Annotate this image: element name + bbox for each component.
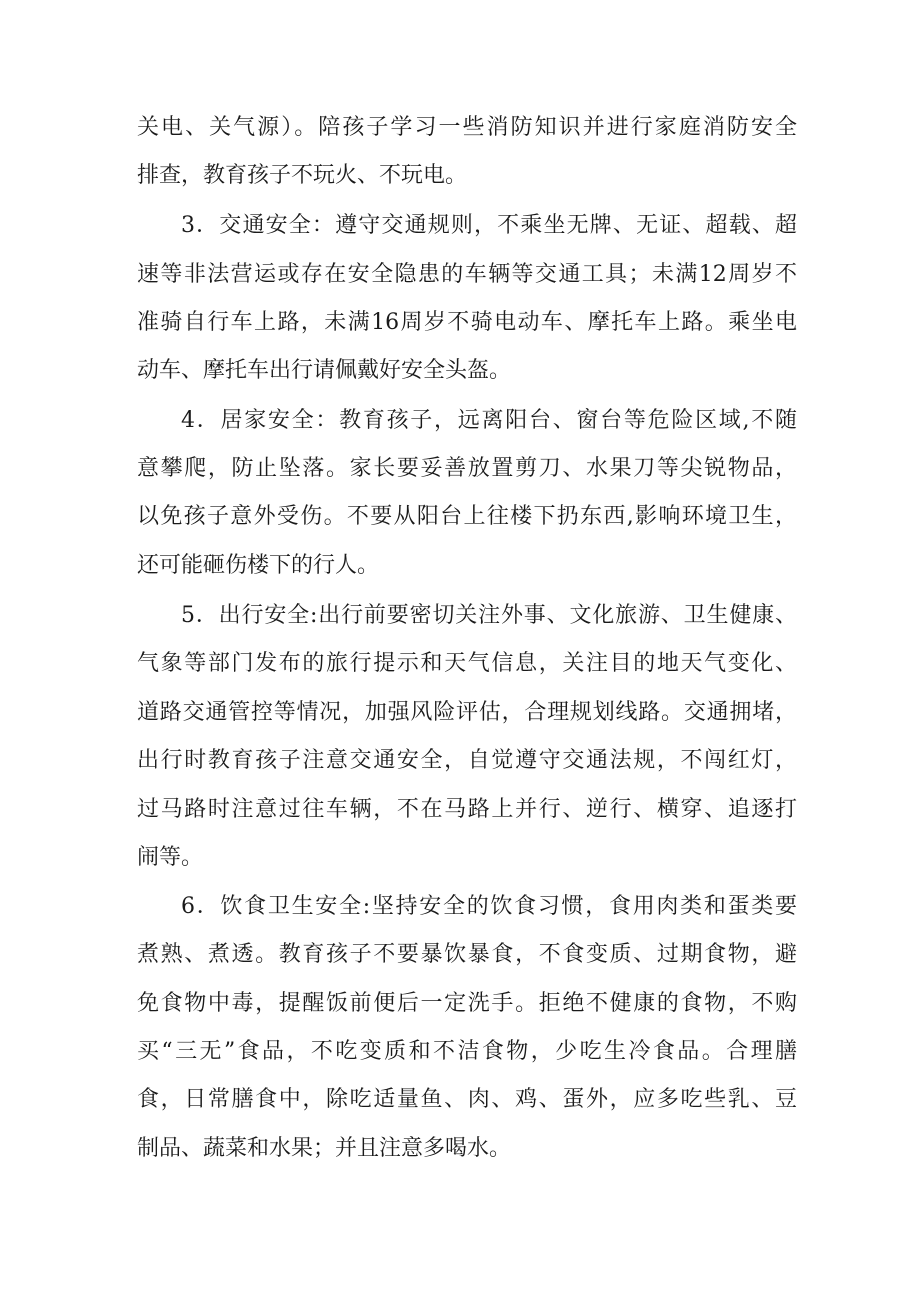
text-line: 闹等。: [137, 845, 204, 870]
text-line: 道路交通管控等情况，加强风险评估，合理规划线路。交通拥堵，: [137, 700, 797, 725]
text-line: 出行时教育孩子注意交通安全，自觉遵守交通法规，不闯红灯，: [137, 748, 797, 773]
text-line: 动车、摩托车出行请佩戴好安全头盔。: [137, 358, 512, 383]
text-line: 过马路时注意过往车辆，不在马路上并行、逆行、横穿、追逐打: [137, 797, 797, 822]
text-line: 食，日常膳食中，除吃适量鱼、肉、鸡、蛋外，应多吃些乳、豆: [137, 1087, 797, 1112]
text-line: 排查，教育孩子不玩火、不玩电。: [137, 163, 468, 188]
text-line: 关电、关气源）。陪孩子学习一些消防知识并进行家庭消防安全: [137, 115, 797, 140]
text-line: 买“三无”食品，不吃变质和不洁食物，少吃生冷食品。合理膳: [137, 1039, 797, 1064]
text-line: 速等非法营运或存在安全隐患的车辆等交通工具；未满12周岁不: [137, 262, 797, 287]
text-line: 气象等部门发布的旅行提示和天气信息，关注目的地天气变化、: [137, 651, 797, 676]
text-line: 以免孩子意外受伤。不要从阳台上往楼下扔东西,影响环境卫生，: [137, 504, 797, 529]
text-line: 煮熟、煮透。教育孩子不要暴饮暴食，不食变质、过期食物，避: [137, 942, 797, 967]
text-line: 还可能砸伤楼下的行人。: [137, 553, 380, 578]
section-6-heading-line: 6．饮食卫生安全:坚持安全的饮食习惯，食用肉类和蛋类要: [181, 894, 797, 919]
text-line: 意攀爬，防止坠落。家长要妥善放置剪刀、水果刀等尖锐物品，: [137, 456, 797, 481]
section-4-heading-line: 4．居家安全：教育孩子，远离阳台、窗台等危险区域,不随: [181, 408, 797, 433]
section-3-heading-line: 3．交通安全：遵守交通规则，不乘坐无牌、无证、超载、超: [181, 213, 797, 238]
text-line: 准骑自行车上路，未满16周岁不骑电动车、摩托车上路。乘坐电: [137, 310, 797, 335]
text-line: 制品、蔬菜和水果；并且注意多喝水。: [137, 1136, 512, 1161]
text-line: 免食物中毒，提醒饭前便后一定洗手。拒绝不健康的食物，不购: [137, 991, 797, 1016]
section-5-heading-line: 5．出行安全:出行前要密切关注外事、文化旅游、卫生健康、: [181, 603, 797, 628]
